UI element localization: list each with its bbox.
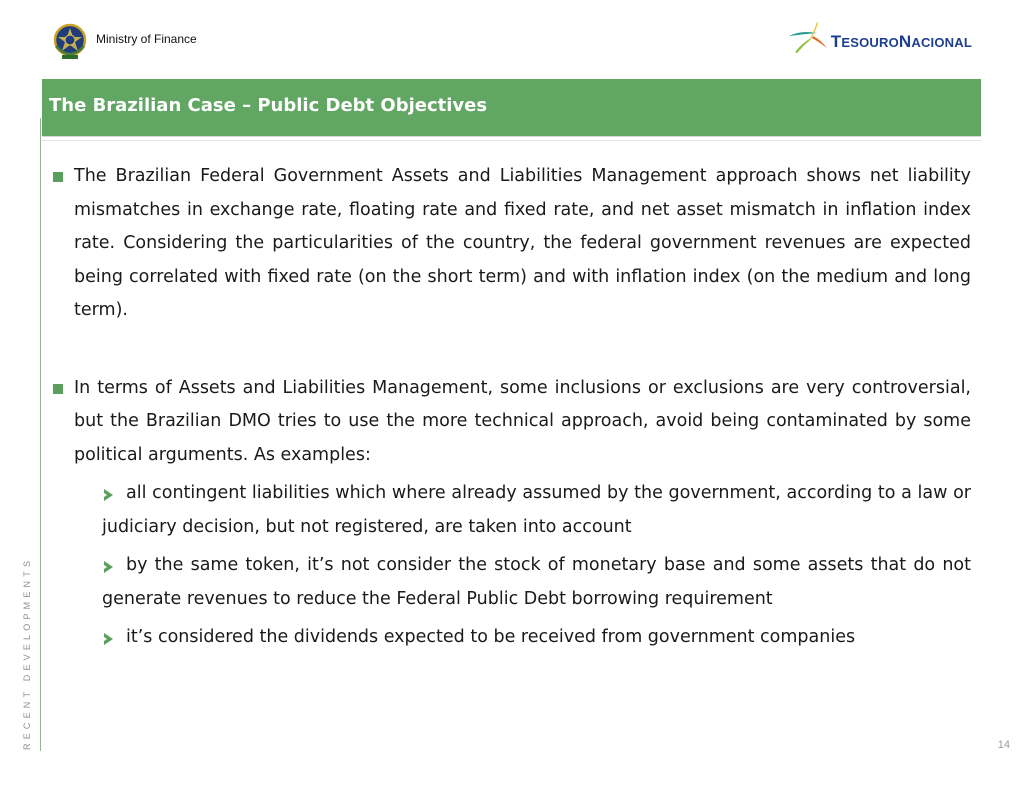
bullet-item: [52, 372, 971, 473]
brand-name: TESOURONACIONAL: [830, 32, 972, 51]
arrowhead-bullet-icon: [104, 489, 113, 501]
title-divider: [42, 140, 981, 141]
slide-title-bar: [42, 79, 981, 137]
section-side-label: RECENT DEVELOPMENTS: [22, 556, 32, 750]
sub-bullet-item: [102, 477, 971, 544]
bullet-item: [52, 160, 971, 328]
tesouro-nacional-logo: [787, 20, 972, 54]
left-divider: [40, 118, 41, 751]
sub-bullet-item: [102, 621, 971, 655]
arrowhead-bullet-icon: [104, 633, 113, 645]
tesouro-nacional-logo-icon: [787, 20, 829, 54]
page-number: 14: [997, 739, 1010, 751]
square-bullet-icon: [53, 384, 63, 394]
brazil-coat-of-arms-icon: [52, 22, 88, 62]
sub-bullet-text: it’s considered the dividends expected to be received from government companies: [126, 627, 856, 647]
sub-bullet-item: [102, 549, 971, 616]
bullet-text: In terms of Assets and Liabilities Management, some inclusions or exclusions are very controversial, but the Brazilian DMO tries to use the more technical approach, avoid being contaminated by some political arguments. As examples:: [74, 377, 971, 465]
ministry-header: [52, 22, 197, 62]
slide-content: [52, 160, 971, 655]
ministry-label: Ministry of Finance: [96, 32, 197, 46]
arrowhead-bullet-icon: [104, 561, 113, 573]
sub-bullet-text: all contingent liabilities which where already assumed by the government, according to a law or judiciary decision, but not registered, are taken into account: [102, 483, 971, 537]
square-bullet-icon: [53, 172, 63, 182]
bullet-text: The Brazilian Federal Government Assets and Liabilities Management approach shows net liability mismatches in exchange rate, floating rate and fixed rate, and net asset mismatch in inflation index rate. Considering the particularities of the country, the federal government revenues are expected being correlated with fixed rate (on the short term) and with inflation index (on the medium and long term).: [74, 166, 971, 320]
sub-bullet-text: by the same token, it’s not consider the stock of monetary base and some assets that do not generate revenues to reduce the Federal Public Debt borrowing requirement: [102, 555, 971, 609]
slide-title: The Brazilian Case – Public Debt Objectives: [49, 95, 488, 116]
